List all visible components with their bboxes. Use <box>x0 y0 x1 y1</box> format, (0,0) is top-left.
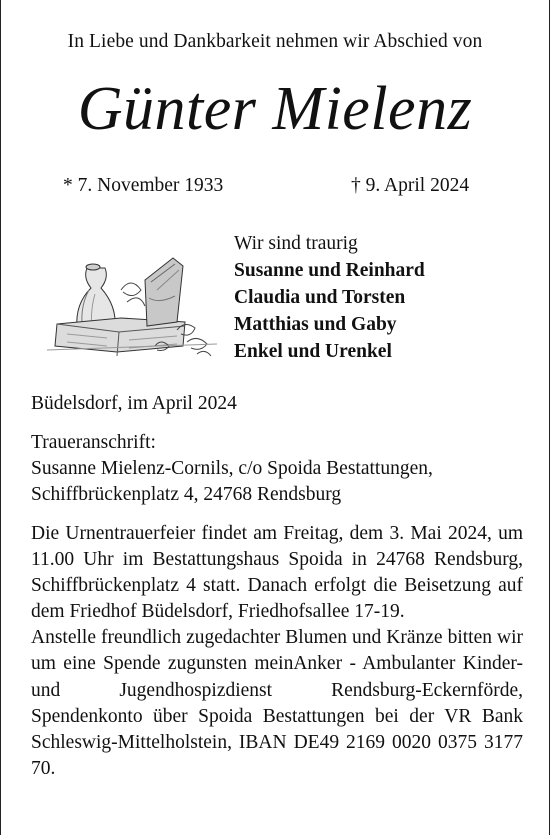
mourning-address <box>31 430 433 508</box>
address-line: Schiffbrückenplatz 4, 24768 Rendsburg <box>31 484 342 505</box>
notice-body <box>31 521 523 782</box>
donation-paragraph: Anstelle freundlich zugedachter Blumen und Kränze bitten wir um eine Spende zugunsten meinAnker - Ambulanter Kinder- und Jugendhospizdienst Rendsburg-Eckernförde, Spendenkonto über Spoida Bestattungen bei der VR Bank Schleswig-Mittelholstein, IBAN DE49 2169 0020 0375 3177 70. <box>31 627 523 779</box>
deceased-name: Günter Mielenz <box>77 75 473 143</box>
mourners-block <box>234 230 425 365</box>
carpentry-tools-icon <box>37 250 227 362</box>
mourners-lead: Wir sind traurig <box>234 233 358 254</box>
address-label: Traueranschrift: <box>31 432 156 453</box>
intro-text: In Liebe und Dankbarkeit nehmen wir Abschied von <box>67 31 483 52</box>
ceremony-paragraph: Die Urnentrauerfeier findet am Freitag, dem 3. Mai 2024, um 11.00 Uhr im Bestattungshaus Spoida in 24768 Rendsburg, Schiffbrückenplatz 4 statt. Danach erfolgt die Beisetzung auf dem Friedhof Büdelsdorf, Friedhofsallee 17-19. <box>31 523 523 623</box>
death-date: † 9. April 2024 <box>351 175 470 196</box>
mourner-family: Claudia und Torsten <box>234 287 406 308</box>
birth-date: * 7. November 1933 <box>63 175 224 196</box>
place-date: Büdelsdorf, im April 2024 <box>31 393 237 414</box>
address-line: Susanne Mielenz-Cornils, c/o Spoida Bestattungen, <box>31 458 433 479</box>
mourner-family: Enkel und Urenkel <box>234 341 392 362</box>
mourner-family: Susanne und Reinhard <box>234 260 425 281</box>
mourner-family: Matthias und Gaby <box>234 314 397 335</box>
